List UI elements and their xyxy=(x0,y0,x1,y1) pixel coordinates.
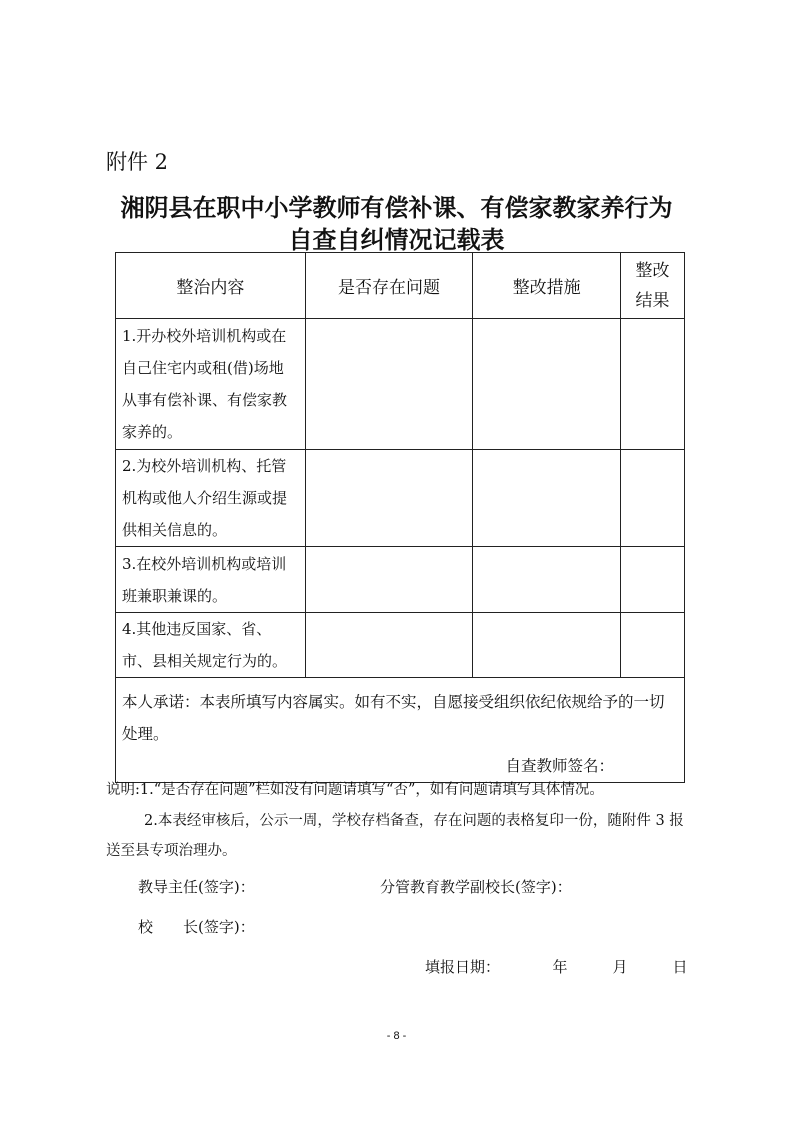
header-result: 整改结果 xyxy=(621,253,685,319)
page-number: - 8 - xyxy=(386,1030,407,1042)
promise-text: 本人承诺：本表所填写内容属实。如有不实，自愿接受组织依纪依规给予的一切处理。 xyxy=(122,693,665,743)
vice-principal-signature[interactable]: 分管教育教学副校长(签字)： xyxy=(380,878,572,896)
measures-cell[interactable] xyxy=(473,319,621,450)
answer-cell[interactable] xyxy=(305,450,473,547)
table-row-item: 2.为校外培训机构、托管机构或他人介绍生源或提供相关信息的。 xyxy=(116,450,306,547)
director-signature[interactable]: 教导主任(签字)： xyxy=(138,878,255,896)
header-problem: 是否存在问题 xyxy=(305,253,473,319)
result-cell[interactable] xyxy=(621,319,685,450)
note-1: 说明:1.“是否存在问题”栏如没有问题请填写“否”，如有问题请填写具体情况。 xyxy=(106,782,604,798)
principal-signature[interactable]: 校 长(签字)： xyxy=(138,918,255,936)
result-cell[interactable] xyxy=(621,613,685,678)
header-measures: 整改措施 xyxy=(473,253,621,319)
table-row-item: 4.其他违反国家、省、市、县相关规定行为的。 xyxy=(116,613,306,678)
table-row-item: 1.开办校外培训机构或在自己住宅内或租(借)场地从事有偿补课、有偿家教家养的。 xyxy=(116,319,306,450)
self-check-table xyxy=(115,252,685,783)
answer-cell[interactable] xyxy=(305,547,473,613)
title-line-2: 自查自纠情况记载表 xyxy=(288,226,505,254)
result-cell[interactable] xyxy=(621,547,685,613)
measures-cell[interactable] xyxy=(473,450,621,547)
attachment-label: 附件 2 xyxy=(106,150,169,174)
measures-cell[interactable] xyxy=(473,613,621,678)
title-line-1: 湘阴县在职中小学教师有偿补课、有偿家教家养行为 xyxy=(120,194,673,222)
answer-cell[interactable] xyxy=(305,613,473,678)
measures-cell[interactable] xyxy=(473,547,621,613)
note-2: 2.本表经审核后，公示一周，学校存档备查，存在问题的表格复印一份，随附件 3 报送至县专项治理办。 xyxy=(106,813,684,859)
fill-date[interactable]: 填报日期： 年 月 日 xyxy=(425,958,688,976)
header-content: 整治内容 xyxy=(116,253,306,319)
result-cell[interactable] xyxy=(621,450,685,547)
answer-cell[interactable] xyxy=(305,319,473,450)
teacher-signature-label[interactable]: 自查教师签名： xyxy=(505,757,614,775)
table-row-item: 3.在校外培训机构或培训班兼职兼课的。 xyxy=(116,547,306,613)
